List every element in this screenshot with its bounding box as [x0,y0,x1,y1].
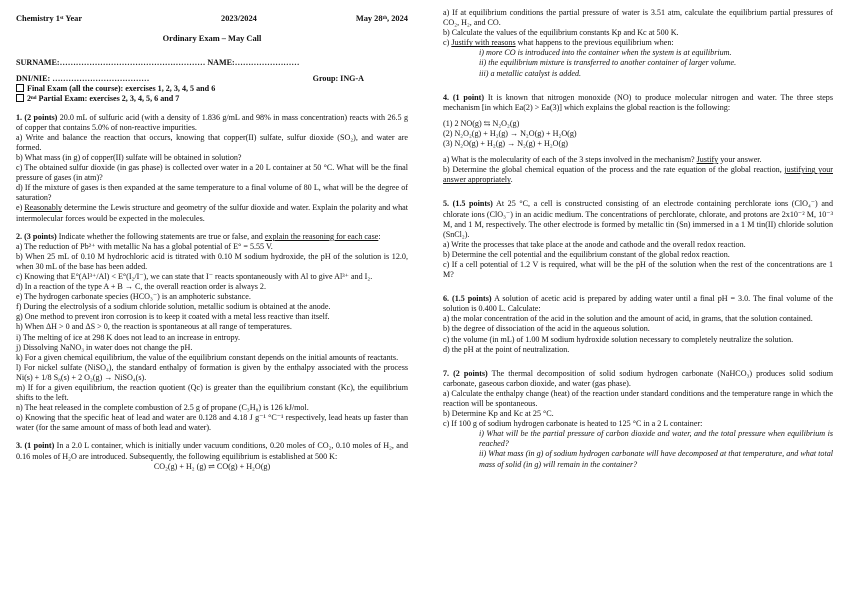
left-column [16,8,408,472]
course-label: Chemistry 1ˢᵗ Year [16,14,83,23]
q1-number: 1. (2 points) [16,112,58,122]
q5-number: 5. (1.5 points) [443,199,493,209]
q6-number: 6. (1.5 points) [443,294,492,304]
q7-number: 7. (2 points) [443,368,488,378]
option-partial-exam[interactable]: 2ⁿᵈ Partial Exam: exercises 2, 3, 4, 5, 6 and 7 [16,94,408,104]
surname-name-field[interactable]: SURNAME:……………………………………………… NAME:…………………… [16,58,300,68]
exam-title: Ordinary Exam – May Call [162,34,262,44]
date-label: May 28ᵗʰ, 2024 [355,14,408,23]
question-4: 4. (1 point) It is known that nitrogen monoxide (NO) to produce molecular nitrogen and water. The three steps mechanism [in which Ea(2) > Ea(3)] which explains the global reaction is the following: (1) 2 NO(g) ⇆ N₂O₂(g) (2) N₂O₂(g) + H₂(g) → N₂O(g) + H₂O(g) (3) N₂O(g) + H₂(g) → N₂(g) + H₂O(g) a) What is the molecularity of each of the 3 steps involved in the mechanism? Justify your answer. b) Determine the global chemical equation of the process and the rate equation of the global reaction, justifying your answer appropriately. [443,92,833,185]
question-5: 5. (1.5 points) At 25 °C, a cell is constructed consisting of an electrode containing perchlorate ions (ClO₄⁻) and chlorate ions (ClO₃⁻) in an acidic medium. The concentrations of perchlorate, chlorate, and protons are 2x10⁻² M, 10⁻³ M, and 1 M, respectively. The other electrode is formed by metallic tin (Sn) immersed in a 1 M tin(II) chloride solution (SnCl₂). a) Write the processes that take place at the anode and cathode and the overall redox reaction. b) Determine the cell potential and the equilibrium constant of the global redox reaction. c) If a cell potential of 1.2 V is required, what will be the pH of the solution when the rest of the concentrations are 1 M? [443,199,834,280]
exam-header [16,14,408,24]
student-fields [16,58,408,104]
q4-step-3: (3) N₂O(g) + H₂(g) → N₂(g) + H₂O(g) [443,139,568,149]
q2-number: 2. (3 points) [16,231,57,241]
right-column [443,8,833,470]
checkbox-icon[interactable] [16,84,24,92]
dni-field[interactable]: DNI/NIE: ……………………………… [16,74,150,84]
question-1: 1. (2 points) 20.0 mL of sulfuric acid (with a density of 1.836 g/mL and 98% in mass concentration) reacts with 26.5 g of copper that contains 5.0% of non-reactive impurities. a) Write and balance the reaction that occurs, knowing that copper(II) sulfate, sulfur dioxide (SO₂), and water are formed. b) What mass (in g) of copper(II) sulfate will be obtained in solution? c) The obtained sulfur dioxide (in gas phase) is collected over water in a 20 L container at 50 °C. What will be the final pressure of gases (in atm)? d) If the mixture of gases is then expanded at the same temperature to a final volume of 80 L, what will be the degree of saturation? e) Reasonably determine the Lewis structure and geometry of the sulfur dioxide and water. Explain the polarity and what intermolecular forces would be expected in the molecules. [16,112,408,223]
q4-step-1: (1) 2 NO(g) ⇆ N₂O₂(g) [443,118,520,128]
question-3: 3. (1 point) In a 2.0 L container, which is initially under vacuum conditions, 0.20 moles of CO₂, 0.10 moles of H₂, and 0.16 moles of H₂O are introduced. Subsequently, the following equilibrium is established at 500 K: CO₂(g) + H₂ (g) ⇌ CO(g) + H₂O(g) [16,441,408,471]
q3-equation: CO₂(g) + H₂ (g) ⇌ CO(g) + H₂O(g) [153,461,271,471]
question-6: 6. (1.5 points) A solution of acetic acid is prepared by adding water until a final pH = 3.0. The final volume of the solution is 0.400 L. Calculate: a) the molar concentration of the acid in the solution and the amount of acid, in grams, that the solution contained. b) the degree of dissociation of the acid in the aqueous solution. c) the volume (in mL) of 1.00 M sodium hydroxide solution necessary to completely neutralize the solution. d) the pH at the point of neutralization. [443,294,833,354]
q3-number: 3. (1 point) [16,441,55,451]
option-final-exam[interactable]: Final Exam (all the course): exercises 1, 2, 3, 4, 5 and 6 [16,84,408,94]
year-label: 2023/2024 [221,14,257,23]
question-7: 7. (2 points) The thermal decomposition of solid sodium hydrogen carbonate (NaHCO₃) produces solid sodium carbonate, gaseous carbon dioxide, and water (gas phase). a) Calculate the enthalpy change (heat) of the reaction under standard conditions and the temperature range in which the reaction will be spontaneous. b) Determine Kp and Kc at 25 °C. c) If 100 g of sodium hydrogen carbonate is heated to 125 °C in a 2 L container: i) What will be the partial pressure of carbon dioxide and water, and the total pressure when equilibrium is reached? ii) What mass (in g) of sodium hydrogen carbonate will have decomposed at that temperature, and what total mass of solid (in g) will remain in the container? [443,368,833,469]
checkbox-icon[interactable] [16,94,24,102]
question-2: 2. (3 points) Indicate whether the following statements are true or false, and explain the reasoning for each case: a) The reduction of Pb²⁺ with metallic Na has a global potential of E° = 5.55 V. b) When 25 mL of 0.10 M hydrochloric acid is titrated with 0.10 M sodium hydroxide, the pH of the solution is 12.0, when 30 mL of the base has been added. c) Knowing that E°(Al³⁺/Al) < E°(I₂/I⁻), we can state that I⁻ reacts spontaneously with Al to give Al³⁺ and I₂. d) In a reaction of the type A + B → C, the overall reaction order is always 2. e) The hydrogen carbonate species (HCO₃⁻) is an amphoteric substance. f) During the electrolysis of a sodium chloride solution, metallic sodium is obtained at the anode. g) One method to prevent iron corrosion is to keep it coated with a metal less reactive than itself. h) When ΔH > 0 and ΔS > 0, the reaction is spontaneous at all range of temperatures. i) The melting of ice at 298 K does not lead to an increase in entropy. j) Dissolving NaNO₃ in water does not change the pH. k) For a given chemical equilibrium, the value of the equilibrium constant depends on the initial amounts of reactants. l) For nickel sulfate (NiSO₄), the standard enthalpy of formation is given by the enthalpy associated with the process Ni(s) + 1/8 S₈(s) + 2 O₂(g) → NiSO₄(s). m) If for a given equilibrium, the reaction quotient (Qc) is greater than the equilibrium constant (Kc), the equilibrium shifts to the left. n) The heat released in the complete combustion of 2.5 g of propane (C₃H₈) is 126 kJ/mol. o) Knowing that the specific heat of lead and water are 0.128 and 4.18 J g⁻¹ °C⁻¹ respectively, lead heats up faster than water (for the same amount of mass of both lead and water). [16,231,408,433]
question-3-continued: a) If at equilibrium conditions the partial pressure of water is 3.51 atm, calculate the equilibrium partial pressures of CO₂, H₂, and CO. b) Calculate the values of the equilibrium constants Kp and Kc at 500 K. c) Justify with reasons what happens to the previous equilibrium when: i) more CO is introduced into the container when the system is at equilibrium. ii) the equilibrium mixture is transferred to another container of larger volume. iii) a metallic catalyst is added. [443,8,833,78]
q4-number: 4. (1 point) [443,92,485,102]
group-label: Group: ING-A [312,74,364,84]
q4-step-2: (2) N₂O₂(g) + H₂(g) → N₂O(g) + H₂O(g) [443,128,577,138]
